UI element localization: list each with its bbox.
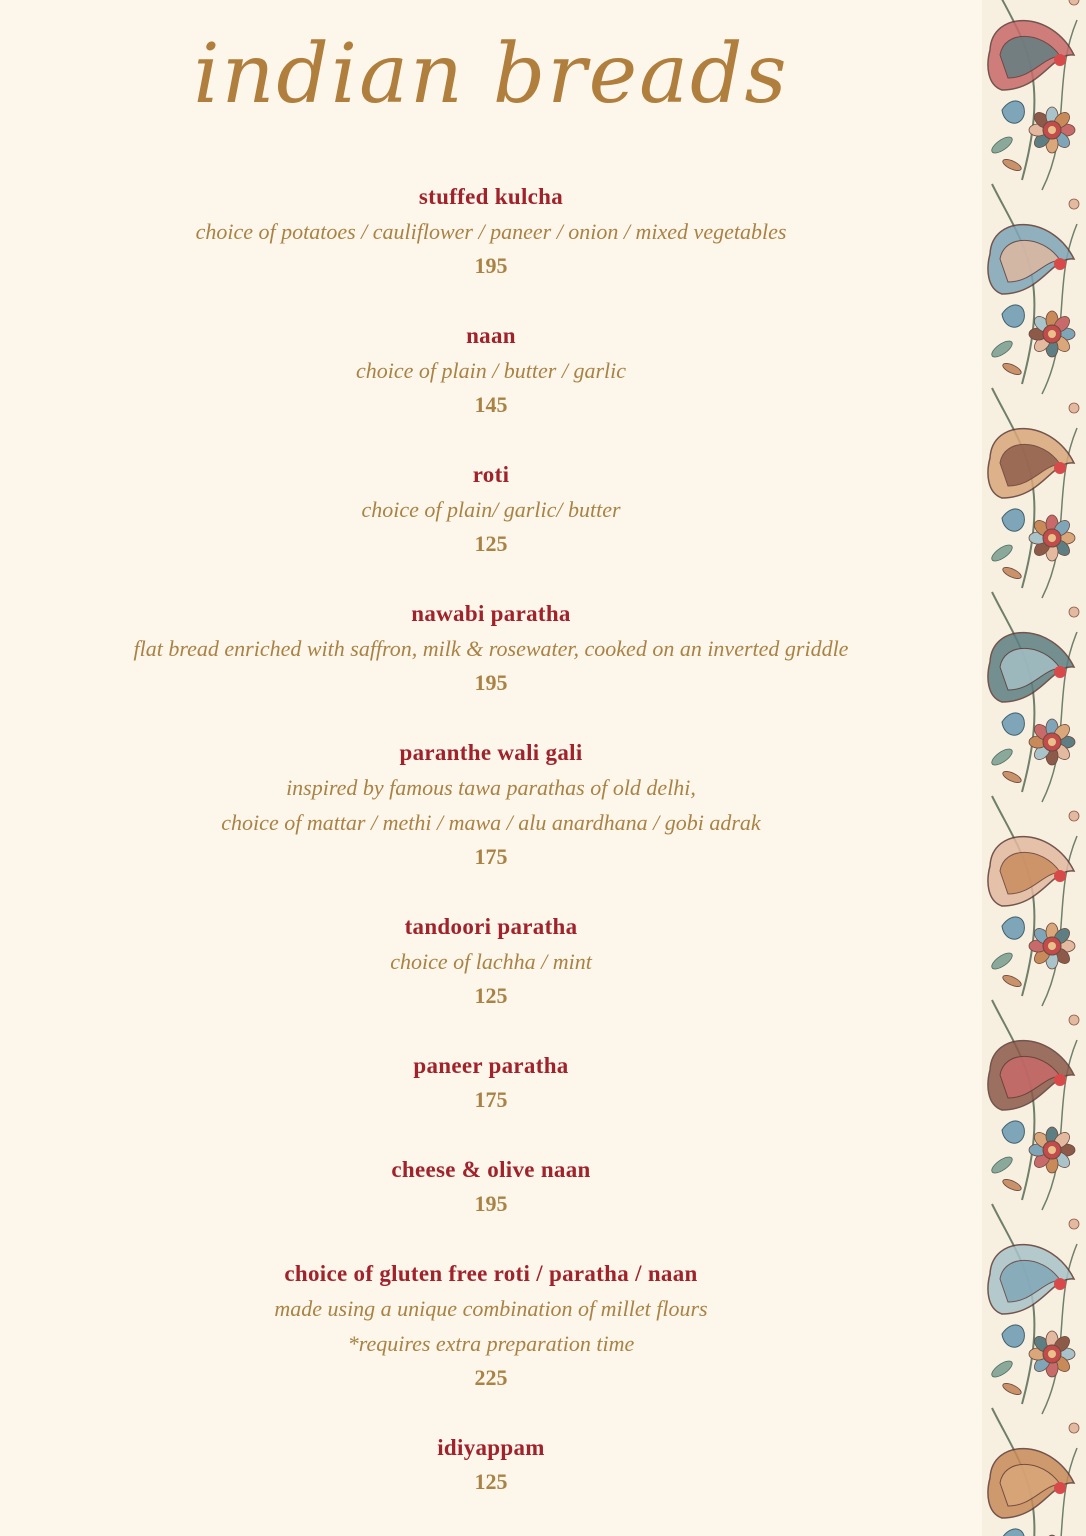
menu-item — [0, 180, 982, 283]
menu-item-name: nawabi paratha — [411, 601, 571, 626]
menu-item — [0, 458, 982, 561]
menu-item-description: choice of plain / butter / garlic — [355, 358, 627, 383]
menu-item-name: naan — [466, 323, 516, 348]
menu-item-name: stuffed kulcha — [418, 184, 564, 209]
menu-item-price: 225 — [474, 1365, 508, 1390]
menu-item — [0, 910, 982, 1013]
menu-title: indian breads — [193, 27, 789, 122]
menu-item-name: tandoori paratha — [404, 914, 578, 939]
menu-item — [0, 1153, 982, 1221]
menu-item-price: 125 — [474, 983, 508, 1008]
menu-item-description: flat bread enriched with saffron, milk & rosewater, cooked on an inverted griddle — [133, 636, 849, 661]
menu-item — [0, 319, 982, 422]
menu-item-price: 125 — [474, 1469, 508, 1494]
menu-item — [0, 597, 982, 700]
menu-item-price: 195 — [474, 253, 508, 278]
menu-item-price: 195 — [474, 670, 508, 695]
menu-item — [0, 1431, 982, 1499]
menu-item-description: choice of plain/ garlic/ butter — [361, 497, 621, 522]
menu-item-price: 175 — [474, 844, 508, 869]
menu-item-description: choice of potatoes / cauliflower / paneer / onion / mixed vegetables — [195, 219, 787, 244]
menu-item-description: inspired by famous tawa parathas of old delhi, — [286, 775, 696, 800]
menu-item-name: choice of gluten free roti / paratha / naan — [284, 1261, 698, 1286]
menu-item-name: roti — [472, 462, 510, 487]
menu-item — [0, 1257, 982, 1395]
menu-item-price: 125 — [474, 531, 508, 556]
menu-item-description: choice of mattar / methi / mawa / alu anardhana / gobi adrak — [221, 810, 761, 835]
menu-items-list — [0, 180, 982, 1499]
menu-item-description: *requires extra preparation time — [347, 1331, 635, 1356]
menu-item — [0, 1049, 982, 1117]
menu-item-name: paranthe wali gali — [399, 740, 583, 765]
menu-item-description: made using a unique combination of millet flours — [274, 1296, 708, 1321]
menu-item-description: choice of lachha / mint — [390, 949, 592, 974]
menu-item-name: cheese & olive naan — [391, 1157, 591, 1182]
menu-item — [0, 736, 982, 874]
menu-item-name: paneer paratha — [413, 1053, 569, 1078]
menu-item-price: 145 — [474, 392, 508, 417]
paisley-pattern-icon — [982, 0, 1086, 1536]
menu-item-name: idiyappam — [437, 1435, 545, 1460]
menu-item-price: 195 — [474, 1191, 508, 1216]
menu-item-price: 175 — [474, 1087, 508, 1112]
paisley-border-icon — [982, 0, 1086, 1536]
